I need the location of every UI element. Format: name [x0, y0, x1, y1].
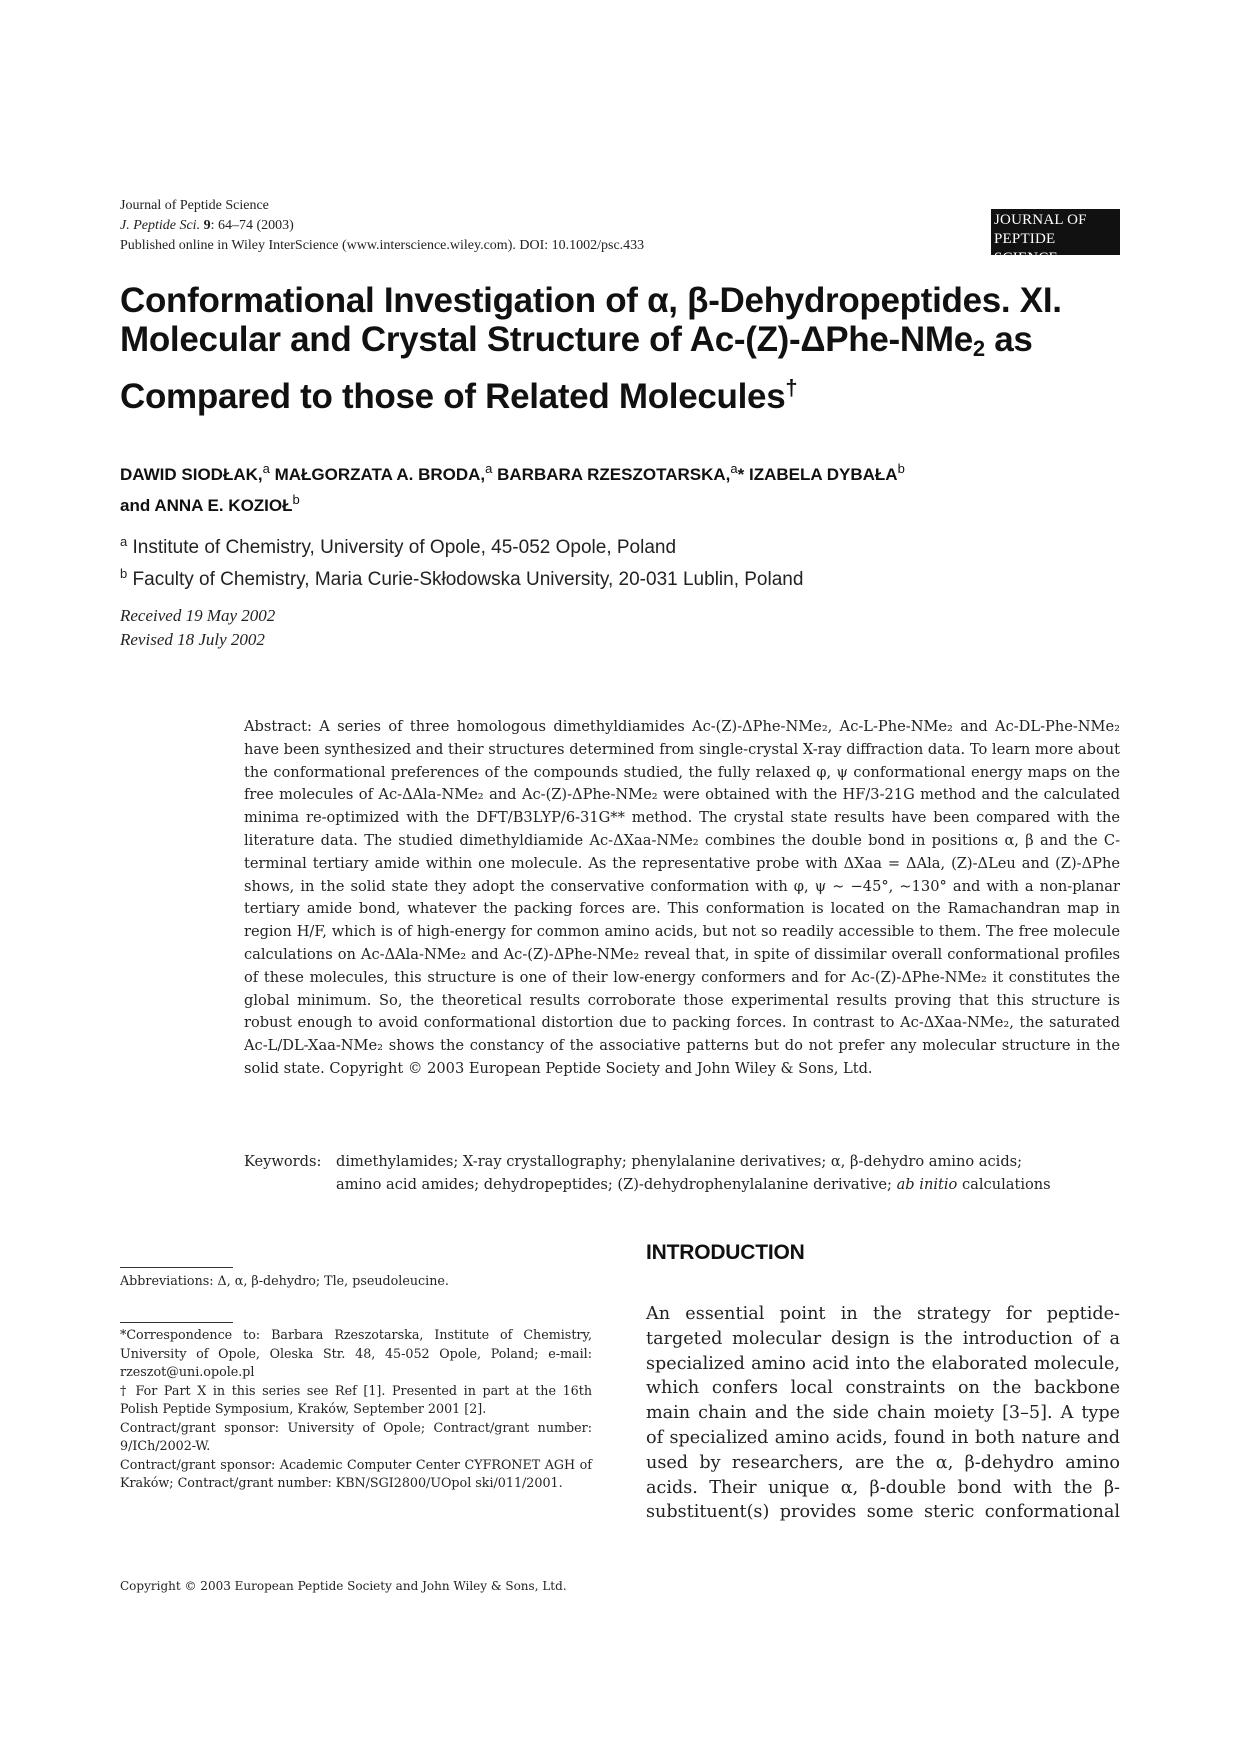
title-line-1: Conformational Investigation of α, β-Dehydropeptides. XI.	[120, 281, 1062, 320]
title-subscript: 2	[972, 336, 985, 361]
keywords-line-2	[244, 1174, 1124, 1197]
affil-marker: b	[292, 492, 300, 507]
author-siodlak: DAWID SIODŁAK,	[120, 465, 263, 484]
logo-line-2: PEPTIDE SCIENCE	[994, 231, 1058, 266]
intro-line: specialized amino acid into the elaborated molecule,	[646, 1353, 1120, 1374]
affil-marker: b	[897, 461, 905, 476]
authors-line-2	[120, 487, 1120, 518]
correspondence-note: *Correspondence to: Barbara Rzeszotarska, Institute of Chemistry, University of Opole, Oleska Str. 48, 45-052 Opole, Poland; e-mail: rzeszot@uni.opole.pl	[120, 1327, 592, 1379]
dates	[120, 604, 275, 652]
intro-line: An essential point in the strategy for peptide-	[646, 1304, 1120, 1324]
affiliation-b	[120, 561, 803, 593]
part-note: † For Part X in this series see Ref [1]. Presented in part at the 16th Polish Peptide Symposium, Kraków, September 2001 [2].	[120, 1382, 592, 1416]
keywords-text: amino acid amides; dehydropeptides; (Z)-dehydrophenylalanine derivative;	[336, 1175, 897, 1193]
affil-marker: a	[485, 461, 493, 476]
intro-line: substituent(s) provides some steric conformational	[646, 1502, 1120, 1523]
intro-line: which confers local constraints on the backbone	[646, 1378, 1120, 1399]
author-list	[120, 456, 1120, 518]
affil-marker: b	[120, 566, 128, 581]
footnotes	[120, 1326, 592, 1493]
citation-pages: : 64–74 (2003)	[210, 218, 294, 233]
journal-logo	[991, 209, 1120, 266]
title-dagger: †	[785, 375, 798, 400]
author-broda: MAŁGORZATA A. BRODA,	[269, 465, 486, 484]
author-rzeszotarska: BARBARA RZESZOTARSKA,	[492, 465, 731, 484]
revised-date: Revised 18 July 2002	[120, 630, 265, 649]
received-date: Received 19 May 2002	[120, 606, 276, 625]
copyright: Copyright © 2003 European Peptide Society and John Wiley & Sons, Ltd.	[120, 1579, 567, 1593]
keywords	[244, 1151, 1124, 1197]
title-line-2	[120, 320, 1130, 368]
keywords-row	[244, 1151, 1124, 1174]
keywords-italic: ab initio	[896, 1175, 958, 1193]
title-line-2-end: as	[984, 320, 1033, 359]
intro-line: used by researchers, are the α, β-dehydro amino	[646, 1452, 1120, 1473]
intro-line: targeted molecular design is the introduction of a	[646, 1328, 1120, 1349]
intro-line: main chain and the side chain moiety [3–5]. A type	[646, 1403, 1120, 1424]
title-line-3	[120, 368, 1130, 416]
grant-note-1: Contract/grant sponsor: University of Opole; Contract/grant number: 9/ICh/2002-W.	[120, 1419, 592, 1453]
footnote-rule	[120, 1267, 233, 1268]
introduction-body	[646, 1302, 1120, 1525]
keywords-line-1: dimethylamides; X-ray crystallography; phenylalanine derivatives; α, β-dehydro amino acids;	[336, 1153, 1023, 1170]
abstract: Abstract: A series of three homologous dimethyldiamides Ac-(Z)-ΔPhe-NMe₂, Ac-L-Phe-NMe₂ and Ac-DL-Phe-NMe₂ have been synthesized and their structures determined from single-crystal X-ray diffraction data. To learn more about the conformational preferences of the compounds studied, the fully relaxed φ, ψ conformational energy maps on the free molecules of Ac-ΔAla-NMe₂ and Ac-(Z)-ΔPhe-NMe₂ were obtained with the HF/3-21G method and the calculated minima re-optimized with the DFT/B3LYP/6-31G** method. The crystal state results have been compared with the literature data. The studied dimethyldiamide Ac-ΔXaa-NMe₂ combines the double bond in positions α, β and the C-terminal tertiary amide within one molecule. As the representative probe with ΔXaa = ΔAla, (Z)-ΔLeu and (Z)-ΔPhe shows, in the solid state they adopt the conservative conformation with φ, ψ ∼ −45°, ∼130° and with a non-planar tertiary amide bond, whatever the packing forces are. This conformation is located on the Ramachandran map in region H/F, which is of high-energy for common amino acids, but not so readily accessible to them. The free molecule calculations on Ac-ΔAla-NMe₂ and Ac-(Z)-ΔPhe-NMe₂ reveal that, in spite of dissimilar overall conformational profiles of these molecules, this structure is one of their low-energy conformers and for Ac-(Z)-ΔPhe-NMe₂ it constitutes the global minimum. So, the theoretical results corroborate those experimental results proving that this structure is robust enough to avoid conformational distortion due to packing forces. In contrast to Ac-ΔXaa-NMe₂, the saturated Ac-L/DL-Xaa-NMe₂ shows the constancy of the associative patterns but do not prefer any molecular structure in the solid state. Copyright © 2003 European Peptide Society and John Wiley & Sons, Ltd.	[244, 718, 1120, 1077]
affiliation-a	[120, 529, 803, 561]
citation-journal: J. Peptide Sci.	[120, 218, 201, 233]
keywords-end: calculations	[957, 1175, 1051, 1193]
affil-marker: a	[120, 534, 128, 549]
grant-note-2: Contract/grant sponsor: Academic Computer Center CYFRONET AGH of Kraków; Contract/grant number: KBN/SGI2800/UOpol ski/011/2001.	[120, 1456, 592, 1490]
author-koziol: and ANNA E. KOZIOŁ	[120, 496, 293, 515]
published-line: Published online in Wiley InterScience (www.interscience.wiley.com). DOI: 10.1002/psc.433	[120, 238, 645, 253]
affiliations	[120, 529, 803, 593]
affil-marker: a	[730, 461, 738, 476]
author-dybala: IZABELA DYBAŁA	[744, 465, 898, 484]
authors-line-1	[120, 456, 1120, 487]
keywords-label: Keywords:	[244, 1153, 322, 1170]
intro-line: of specialized amino acids, found in both nature and	[646, 1427, 1120, 1448]
paper-title	[120, 281, 1130, 416]
introduction-heading: INTRODUCTION	[646, 1241, 805, 1264]
title-line-2-text: Molecular and Crystal Structure of Ac-(Z)-ΔPhe-NMe	[120, 320, 973, 359]
affiliation-text: Institute of Chemistry, University of Opole, 45-052 Opole, Poland	[132, 537, 677, 558]
correspondence-marker: *	[737, 465, 745, 484]
citation-volume: 9	[203, 218, 211, 233]
journal-name: Journal of Peptide Science	[120, 198, 269, 213]
affil-marker: a	[262, 461, 270, 476]
footnote-rule	[120, 1322, 233, 1323]
logo-line-1: JOURNAL OF	[994, 212, 1087, 228]
journal-header	[120, 196, 644, 256]
abbreviations-note: Abbreviations: Δ, α, β-dehydro; Tle, pseudoleucine.	[120, 1273, 449, 1288]
title-line-3-text: Compared to those of Related Molecules	[120, 377, 786, 416]
intro-line: acids. Their unique α, β-double bond with the β-	[646, 1477, 1120, 1498]
affiliation-text: Faculty of Chemistry, Maria Curie-Skłodowska University, 20-031 Lublin, Poland	[132, 569, 804, 590]
citation	[120, 216, 644, 236]
